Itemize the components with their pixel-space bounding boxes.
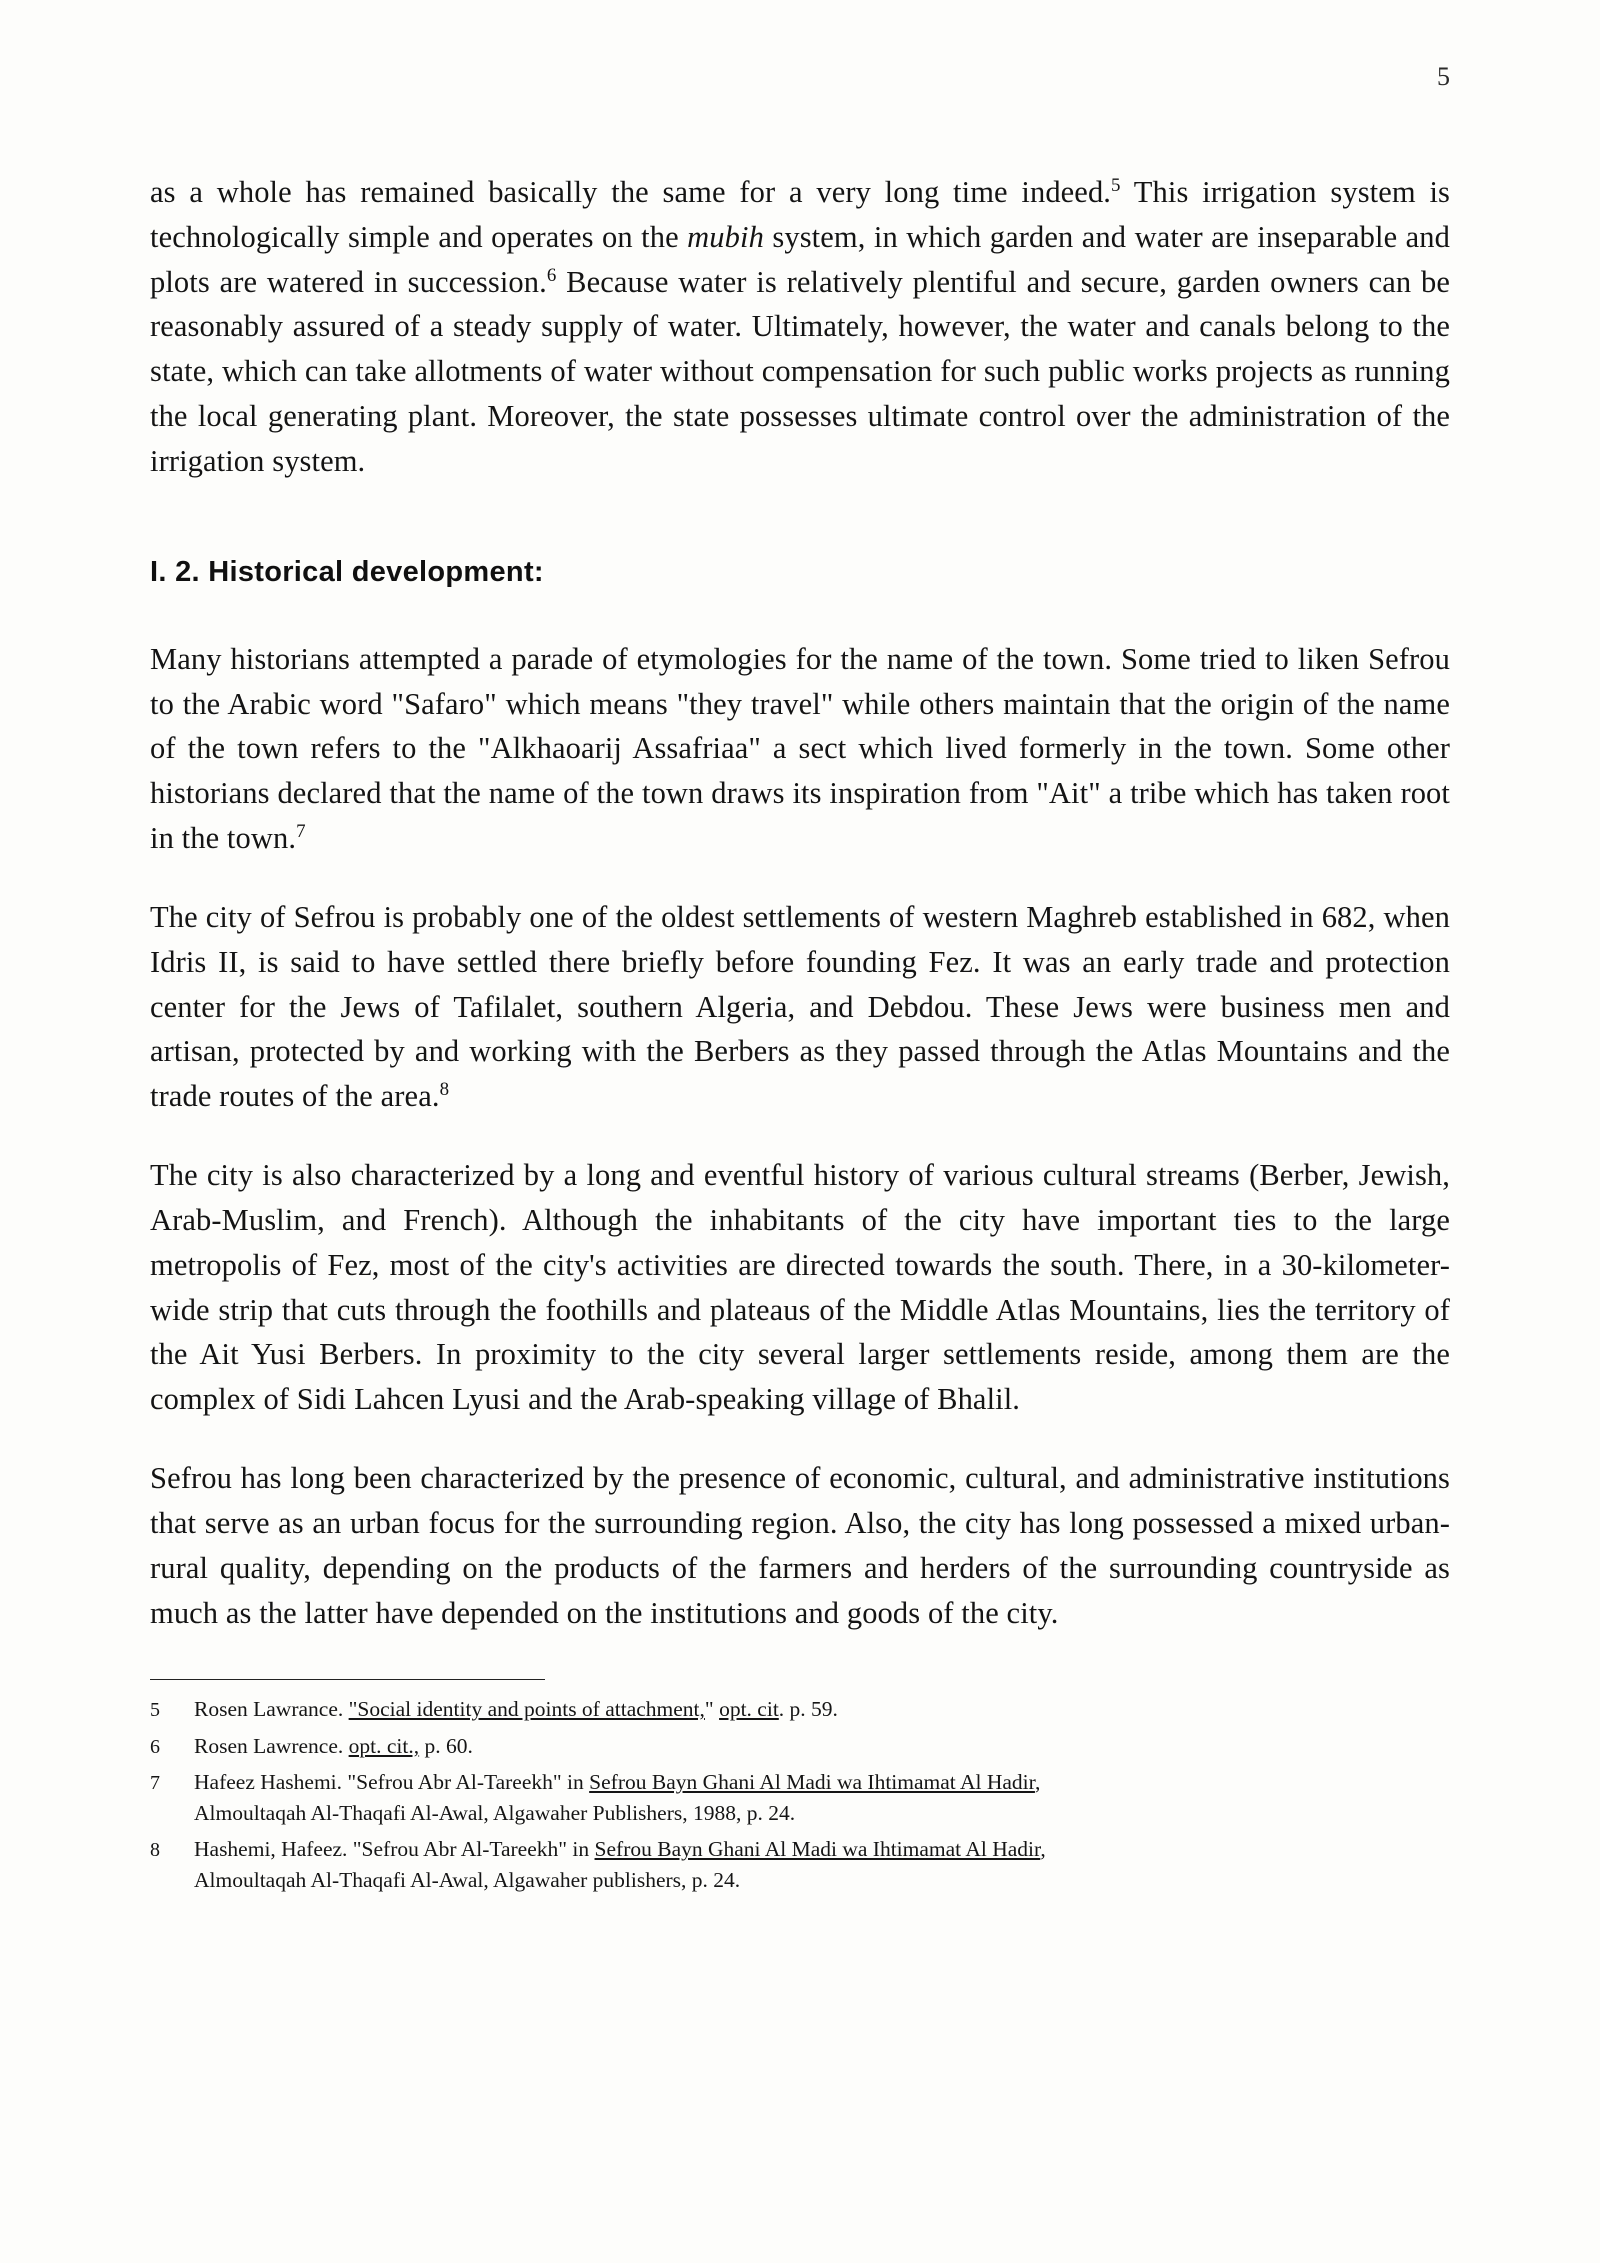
italic-term: mubih [687, 219, 764, 254]
page-number: 5 [1437, 62, 1450, 91]
footnote-marker: 6 [546, 264, 557, 286]
paragraph: Many historians attempted a parade of etymologies for the name of the town. Some tried to liken Sefrou to the Arabic word "Safaro" which means "they travel" while others maintain that the origin of the name of the town refers to the "Alkhaoarij Assafriaa" a sect which lived formerly in the town. Some other historians declared that the name of the town draws its inspiration from "Ait" a tribe which has taken root in the town.$^7$ [150, 641, 1450, 856]
underlined-title: "Social identity and points of attachment, [348, 1697, 705, 1722]
footnote-text: Rosen Lawrence. opt. cit., p. 60. [194, 1733, 473, 1758]
underlined-title: opt. cit., [348, 1733, 420, 1758]
footnote-list [150, 1694, 1450, 1895]
footnote-number: 5 [150, 1699, 160, 1722]
footnote-text: Hashemi, Hafeez. "Sefrou Abr Al-Tareekh" in Sefrou Bayn Ghani Al Madi wa Ihtimamat Al Hadir, Almoultaqah Al-Thaqafi Al-Awal, Algawaher publishers, p. 24. [194, 1837, 1046, 1892]
footnote-marker: 5 [1111, 174, 1121, 196]
footnote-area [150, 1679, 1450, 1895]
underlined-title: Sefrou Bayn Ghani Al Madi wa Ihtimamat Al Hadir [594, 1837, 1041, 1862]
footnote-marker: 8 [439, 1079, 450, 1101]
underlined-title: opt. cit [719, 1697, 779, 1722]
footnote-marker: 7 [296, 820, 306, 842]
section-heading: I. 2. Historical development: [150, 555, 544, 588]
footnote [150, 1731, 1450, 1762]
footnote-number: 6 [150, 1735, 160, 1758]
paragraph-intro: as a whole has remained basically the same for a very long time indeed.$^5$ This irrigation system is technologically simple and operates on the mubih system, in which garden and water are inseparable and plots are watered in succession.$^6$ Because water is relatively plentiful and secure, garden owners can be reasonably assured of a steady supply of water. Ultimately, however, the water and canals belong to the state, which can take allotments of water without compensation for such public works projects as running the local generating plant. Moreover, the state possesses ultimate control over the administration of the irrigation system. [150, 174, 1450, 478]
footnote [150, 1767, 1450, 1828]
footnote-text: Rosen Lawrance. "Social identity and points of attachment," opt. cit. p. 59. [194, 1697, 838, 1722]
paragraph: Sefrou has long been characterized by the presence of economic, cultural, and administrative institutions that serve as an urban focus for the surrounding region. Also, the city has long possessed a mixed urban-rural quality, depending on the products of the farmers and herders of the surrounding countryside as much as the latter have depended on the institutions and goods of the city. [150, 1461, 1450, 1630]
paragraph: The city is also characterized by a long and eventful history of various cultural streams (Berber, Jewish, Arab-Muslim, and French). Although the inhabitants of the city have important ties to the large metropolis of Fez, most of the city's activities are directed towards the south. There, in a 30-kilometer-wide strip that cuts through the foothills and plateaus of the Middle Atlas Mountains, lies the territory of the Ait Yusi Berbers. In proximity to the city several larger settlements reside, among them are the complex of Sidi Lahcen Lyusi and the Arab-speaking village of Bhalil. [150, 1158, 1450, 1417]
footnote [150, 1834, 1450, 1895]
footnote-number: 8 [150, 1839, 160, 1862]
footnote [150, 1694, 1450, 1725]
paragraph: The city of Sefrou is probably one of the oldest settlements of western Maghreb established in 682, when Idris II, is said to have settled there briefly before founding Fez. It was an early trade and protection center for the Jews of Tafilalet, southern Algeria, and Debdou. These Jews were business men and artisan, protected by and working with the Berbers as they passed through the Atlas Mountains and the trade routes of the area.$^8$ [150, 899, 1450, 1114]
footnote-number: 7 [150, 1772, 160, 1795]
page-bottom-margin [150, 1901, 1450, 2161]
document-body [150, 170, 1450, 1635]
underlined-title: Sefrou Bayn Ghani Al Madi wa Ihtimamat Al Hadir [589, 1770, 1035, 1795]
footnote-text: Hafeez Hashemi. "Sefrou Abr Al-Tareekh" in Sefrou Bayn Ghani Al Madi wa Ihtimamat Al Hadir, Almoultaqah Al-Thaqafi Al-Awal, Algawaher Publishers, 1988, p. 24. [194, 1770, 1041, 1825]
body-paragraphs [150, 637, 1450, 1636]
footnote-divider [150, 1679, 545, 1680]
